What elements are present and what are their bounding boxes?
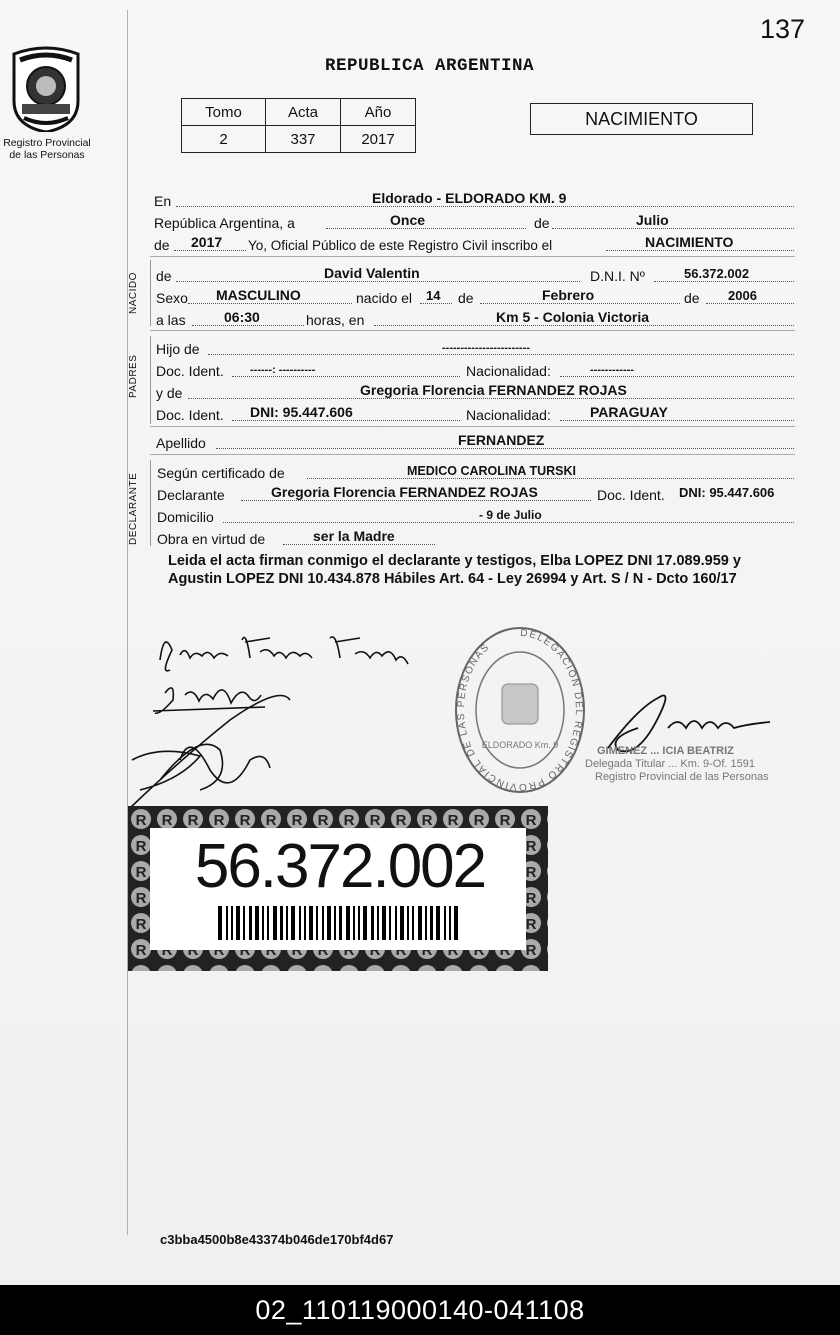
document-title: REPUBLICA ARGENTINA	[325, 56, 535, 76]
act-type-box: NACIMIENTO	[530, 103, 753, 135]
padre-value: ------------------------	[442, 342, 530, 354]
inscribo-value: NACIMIENTO	[645, 234, 734, 250]
row-doc-padre	[156, 358, 794, 380]
acta-header: Acta	[266, 99, 341, 126]
obra-label: Obra en virtud de	[157, 531, 266, 547]
anio-inscripcion: 2017	[191, 234, 223, 250]
nac-anio-value: 2006	[728, 288, 757, 303]
barcode-bar	[236, 906, 240, 940]
sexo-label: Sexo	[156, 290, 188, 306]
barcode-bar	[412, 906, 414, 940]
barcode-bar	[267, 906, 269, 940]
declarante-value: Gregoria Florencia FERNANDEZ ROJAS	[271, 484, 538, 500]
apellido-label: Apellido	[156, 435, 206, 451]
row-madre	[156, 380, 794, 402]
de3-label: de	[156, 268, 172, 284]
en-value: Eldorado - ELDORADO KM. 9	[372, 190, 567, 206]
apellido-value: FERNANDEZ	[458, 432, 545, 448]
barcode-bar	[407, 906, 409, 940]
row-segun	[157, 460, 794, 482]
row-apellido	[156, 430, 794, 452]
decl-doc-value: DNI: 95.447.606	[679, 485, 775, 500]
province-logo	[8, 46, 84, 132]
barcode-bar	[273, 906, 277, 940]
barcode-bar	[262, 906, 264, 940]
sexo-value: MASCULINO	[216, 287, 301, 303]
row-anio	[154, 232, 794, 254]
nombre-value: David Valentin	[324, 265, 420, 281]
row-declarante	[157, 482, 794, 504]
dni-value: 56.372.002	[684, 266, 750, 281]
margin-line	[127, 10, 128, 1235]
row-en	[154, 188, 794, 210]
tomo-header: Tomo	[182, 99, 266, 126]
domicilio-label: Domicilio	[157, 509, 214, 525]
domicilio-value: - 9 de Julio	[479, 508, 542, 522]
barcode-bar	[346, 906, 350, 940]
row-obra	[157, 526, 794, 548]
side-label-nacido: NACIDO	[128, 272, 139, 314]
barcode-bar	[255, 906, 259, 940]
barcode-bar	[358, 906, 360, 940]
republica-label: República Argentina, a	[154, 215, 295, 231]
closing-statement: Leida el acta firman conmigo el declarante y testigos, Elba LOPEZ DNI 17.089.959 y Agustin LOPEZ DNI 10.434.878 Hábiles Art. 64 - Ley 26994 y Art. S / N - Dcto 160/17	[168, 553, 741, 587]
stamp-ring-text: DELEGACION DEL REGISTRO PROVINCIAL DE LAS PERSONAS	[455, 627, 585, 793]
mes-value: Julio	[636, 212, 669, 228]
nacido-label: nacido el	[356, 290, 413, 306]
barcode-bar	[291, 906, 295, 940]
segun-value: MEDICO CAROLINA TURSKI	[407, 464, 576, 478]
yo-label: Yo, Oficial Público de este Registro Civil inscribo el	[248, 238, 553, 253]
barcode-bar	[371, 906, 374, 940]
lugar-value: Km 5 - Colonia Victoria	[496, 309, 649, 325]
doc1-label: Doc. Ident.	[156, 363, 224, 379]
barcode-bar	[436, 906, 440, 940]
nac-mes-value: Febrero	[542, 287, 595, 303]
declarante-label: Declarante	[157, 487, 225, 503]
barcode-bar	[249, 906, 252, 940]
madre-value: Gregoria Florencia FERNANDEZ ROJAS	[360, 382, 627, 398]
stamp-center-text: ELDORADO Km. 9	[481, 740, 559, 750]
barcode-bar	[389, 906, 391, 940]
official-stamp-line3: Registro Provincial de las Personas	[595, 771, 769, 783]
row-hijo	[156, 336, 794, 358]
tomo-value: 2	[182, 126, 266, 153]
barcode-bar	[430, 906, 433, 940]
en-label: En	[154, 193, 172, 209]
barcode-bar	[286, 906, 288, 940]
barcode-bar	[425, 906, 427, 940]
row-nombre	[156, 263, 794, 285]
barcode-bar	[316, 906, 318, 940]
dia-value: Once	[390, 212, 426, 228]
registry-label	[0, 137, 94, 161]
barcode-bar	[218, 906, 222, 940]
hora-value: 06:30	[224, 309, 260, 325]
barcode-bar	[449, 906, 451, 940]
row-republica	[154, 210, 794, 232]
segun-label: Según certificado de	[157, 465, 285, 481]
yde-label: y de	[156, 385, 183, 401]
nac2-value: PARAGUAY	[590, 404, 668, 420]
barcode-bar	[418, 906, 422, 940]
alas-label: a las	[156, 312, 186, 328]
barcode-bar	[395, 906, 397, 940]
registry-label-line2: de las Personas	[9, 149, 85, 161]
dni-label: D.N.I. Nº	[590, 268, 645, 284]
doc2-value: DNI: 95.447.606	[250, 404, 353, 420]
nac1-value: ------------	[590, 364, 634, 376]
de2-label: de	[154, 237, 170, 253]
official-stamp-line1: GIMENEZ ... ICIA BEATRIZ	[597, 745, 734, 757]
barcode-bar	[299, 906, 301, 940]
row-sexo	[156, 285, 794, 307]
nac2-label: Nacionalidad:	[466, 407, 551, 423]
row-domicilio	[157, 504, 794, 526]
footer-code: 02_110119000140-041108	[0, 1285, 840, 1335]
de1-label: de	[534, 215, 550, 231]
barcode-bar	[444, 906, 446, 940]
barcode-bar	[353, 906, 355, 940]
signature-witness-2	[120, 690, 300, 815]
official-stamp-line2: Delegada Titular ... Km. 9-Of. 1591	[585, 758, 755, 770]
barcode-bar	[334, 906, 336, 940]
barcode-bar	[400, 906, 404, 940]
page-number: 137	[760, 14, 806, 44]
barcode-bar	[377, 906, 379, 940]
decl-doc-label: Doc. Ident.	[597, 487, 665, 503]
hijo-label: Hijo de	[156, 341, 200, 357]
barcode-bar	[280, 906, 283, 940]
anio-header: Año	[341, 99, 416, 126]
nac-dia-value: 14	[426, 288, 441, 303]
nac1-label: Nacionalidad:	[466, 363, 551, 379]
horas-en-label: horas, en	[306, 312, 365, 328]
row-doc-madre	[156, 402, 794, 424]
de4-label: de	[458, 290, 474, 306]
barcode-number: 56.372.002	[194, 832, 486, 901]
doc1-value: ------: ----------	[250, 364, 316, 376]
de5-label: de	[684, 290, 700, 306]
barcode-bar	[243, 906, 245, 940]
document-hash: c3bba4500b8e43374b046de170bf4d67	[160, 1232, 394, 1247]
barcode-bar	[309, 906, 313, 940]
official-stamp	[585, 745, 769, 784]
barcode-bar	[231, 906, 233, 940]
row-hora	[156, 307, 794, 329]
acta-value: 337	[266, 126, 341, 153]
barcode-bar	[327, 906, 331, 940]
side-label-padres: PADRES	[128, 354, 139, 398]
anio-value: 2017	[341, 126, 416, 153]
doc2-label: Doc. Ident.	[156, 407, 224, 423]
tomo-acta-table	[181, 98, 416, 153]
obra-value: ser la Madre	[313, 528, 395, 544]
registry-label-line1: Registro Provincial	[3, 137, 91, 149]
barcode-bar	[226, 906, 228, 940]
signature-declarante	[150, 620, 420, 680]
side-label-declarante: DECLARANTE	[128, 472, 139, 545]
barcode-bar	[304, 906, 306, 940]
barcode-bar	[382, 906, 386, 940]
barcode-bar	[322, 906, 324, 940]
registry-stamp	[450, 622, 590, 798]
barcode-bar	[339, 906, 342, 940]
barcode-bar	[363, 906, 367, 940]
barcode-bar	[454, 906, 458, 940]
